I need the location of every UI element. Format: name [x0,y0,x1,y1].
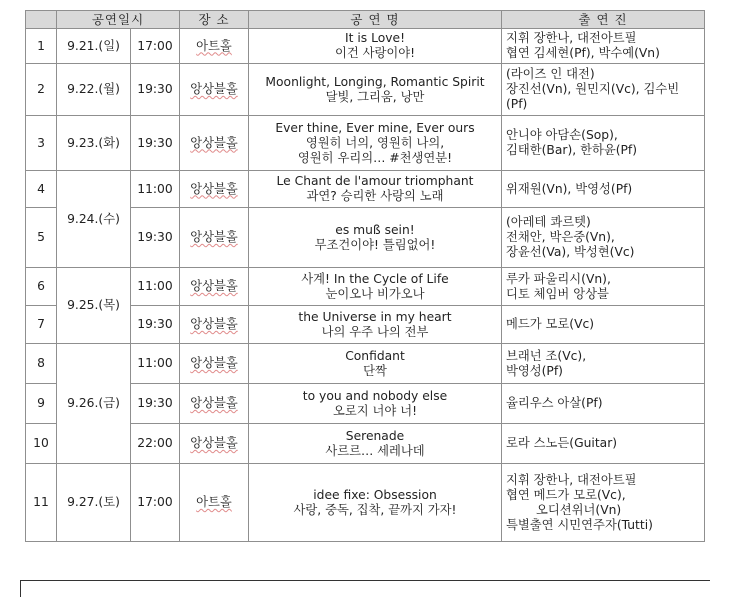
row-number: 1 [26,29,57,64]
row-number: 6 [26,268,57,306]
row-number: 11 [26,464,57,542]
row-venue: 아트홀 [196,495,232,509]
row-number: 3 [26,116,57,171]
row-cast: 로라 스노든(Guitar) [502,424,705,464]
row-venue: 앙상블홀 [190,396,238,410]
row-cast: 메드가 모로(Vc) [502,306,705,344]
header-datetime: 공연일시 [57,11,180,29]
table-row [26,344,705,384]
row-cast: 루카 파울리시(Vn), 디토 체임버 앙상블 [502,268,705,306]
page-border-left [20,580,21,597]
row-title: Le Chant de l'amour triomphant 과연? 승리한 사랑의 노래 [249,171,502,208]
row-title: idee fixe: Obsession 사랑, 중독, 집착, 끝까지 가자! [249,464,502,542]
row-cast: 율리우스 아살(Pf) [502,384,705,424]
row-date: 9.26.(금) [57,344,131,464]
row-title: It is Love! 이건 사랑이야! [249,29,502,64]
row-date: 9.24.(수) [57,171,131,268]
row-time: 11:00 [131,171,180,208]
table-row [26,268,705,306]
schedule-table-wrapper [25,10,705,542]
row-number: 7 [26,306,57,344]
row-venue: 앙상블홀 [190,230,238,244]
row-date: 9.22.(월) [57,64,131,116]
row-time: 17:00 [131,464,180,542]
header-cast: 출 연 진 [502,11,705,29]
table-row [26,464,705,542]
table-row [26,29,705,64]
row-cast: (아레테 콰르텟) 전채안, 박은중(Vn), 장윤선(Va), 박성현(Vc) [502,208,705,268]
row-date: 9.21.(일) [57,29,131,64]
row-cast: 지휘 장한나, 대전아트필 협연 메드가 모로(Vc), 오디션위너(Vn) 특별출연 시민연주자(Tutti) [502,464,705,542]
header-venue: 장 소 [180,11,249,29]
row-title: the Universe in my heart 나의 우주 나의 전부 [249,306,502,344]
row-venue: 앙상블홀 [190,356,238,370]
row-number: 4 [26,171,57,208]
table-row [26,171,705,208]
row-time: 22:00 [131,424,180,464]
header-no [26,11,57,29]
row-number: 10 [26,424,57,464]
table-row [26,64,705,116]
row-time: 11:00 [131,344,180,384]
row-time: 19:30 [131,306,180,344]
row-cast: 지휘 장한나, 대전아트필 협연 김세현(Pf), 박수예(Vn) [502,29,705,64]
header-row [26,11,705,29]
row-time: 17:00 [131,29,180,64]
row-time: 19:30 [131,64,180,116]
row-title: 사계! In the Cycle of Life 눈이오나 비가오나 [249,268,502,306]
row-number: 9 [26,384,57,424]
row-cast: (라이즈 인 대전) 장진선(Vn), 원민지(Vc), 김수빈 (Pf) [502,64,705,116]
row-title: Serenade 사르르… 세레나데 [249,424,502,464]
row-venue: 앙상블홀 [190,317,238,331]
row-title: Moonlight, Longing, Romantic Spirit 달빛, 그리움, 낭만 [249,64,502,116]
row-number: 2 [26,64,57,116]
row-cast: 위재원(Vn), 박영성(Pf) [502,171,705,208]
row-date: 9.27.(토) [57,464,131,542]
row-title: Ever thine, Ever mine, Ever ours 영원히 너의, 영원히 나의, 영원히 우리의… #천생연분! [249,116,502,171]
row-date: 9.25.(목) [57,268,131,344]
performance-schedule-table [25,10,705,542]
row-venue: 앙상블홀 [190,279,238,293]
row-date: 9.23.(화) [57,116,131,171]
header-title: 공 연 명 [249,11,502,29]
page-border-top [20,580,710,581]
row-venue: 앙상블홀 [190,436,238,450]
row-venue: 앙상블홀 [190,82,238,96]
row-venue: 앙상블홀 [190,135,238,150]
row-number: 8 [26,344,57,384]
row-title: es muß sein! 무조건이야! 틀림없어! [249,208,502,268]
row-time: 19:30 [131,384,180,424]
row-time: 19:30 [131,116,180,171]
row-title: Confidant 단짝 [249,344,502,384]
row-time: 19:30 [131,208,180,268]
table-row [26,116,705,171]
row-cast: 브래넌 조(Vc), 박영성(Pf) [502,344,705,384]
row-cast: 안니야 아담손(Sop), 김태한(Bar), 한하윤(Pf) [502,116,705,171]
row-time: 11:00 [131,268,180,306]
row-venue: 아트홀 [196,38,232,53]
row-number: 5 [26,208,57,268]
row-venue: 앙상블홀 [190,181,238,196]
row-title: to you and nobody else 오로지 너야 너! [249,384,502,424]
